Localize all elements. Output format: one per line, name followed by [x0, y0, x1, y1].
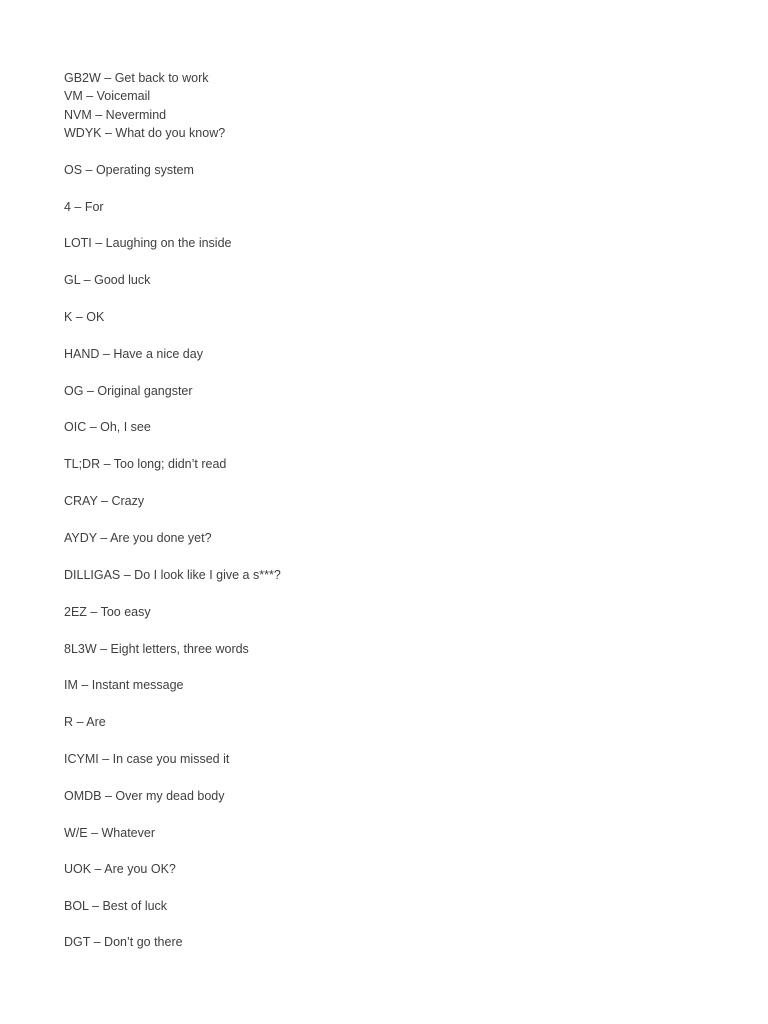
entry-line: NVM – Nevermind [64, 108, 167, 122]
entry-line: AYDY – Are you done yet? [64, 531, 212, 545]
entry-line: VM – Voicemail [64, 89, 151, 103]
entry-line: CRAY – Crazy [64, 494, 145, 508]
entry-line: GB2W – Get back to work [64, 71, 209, 85]
entry-line: OS – Operating system [64, 163, 194, 177]
entry-line: GL – Good luck [64, 273, 151, 287]
entry-line: 2EZ – Too easy [64, 605, 151, 619]
entry-line: ICYMI – In case you missed it [64, 752, 230, 766]
entry-line: 4 – For [64, 200, 104, 214]
entry-line: K – OK [64, 310, 105, 324]
entry-line: BOL – Best of luck [64, 899, 168, 913]
entry-line: TL;DR – Too long; didn’t read [64, 457, 227, 471]
entry-line: UOK – Are you OK? [64, 862, 176, 876]
entry-line: W/E – Whatever [64, 826, 155, 840]
entry-line: WDYK – What do you know? [64, 126, 226, 140]
entry-line: DILLIGAS – Do I look like I give a s***? [64, 568, 281, 582]
entry-line: DGT – Don’t go there [64, 935, 183, 949]
entry-line: IM – Instant message [64, 678, 184, 692]
entry-line: OMDB – Over my dead body [64, 789, 225, 803]
entry-line: LOTI – Laughing on the inside [64, 236, 232, 250]
entry-line: OIC – Oh, I see [64, 420, 151, 434]
entry-line: R – Are [64, 715, 106, 729]
entry-line: HAND – Have a nice day [64, 347, 203, 361]
entry-line: 8L3W – Eight letters, three words [64, 642, 249, 656]
entry-line: OG – Original gangster [64, 384, 193, 398]
